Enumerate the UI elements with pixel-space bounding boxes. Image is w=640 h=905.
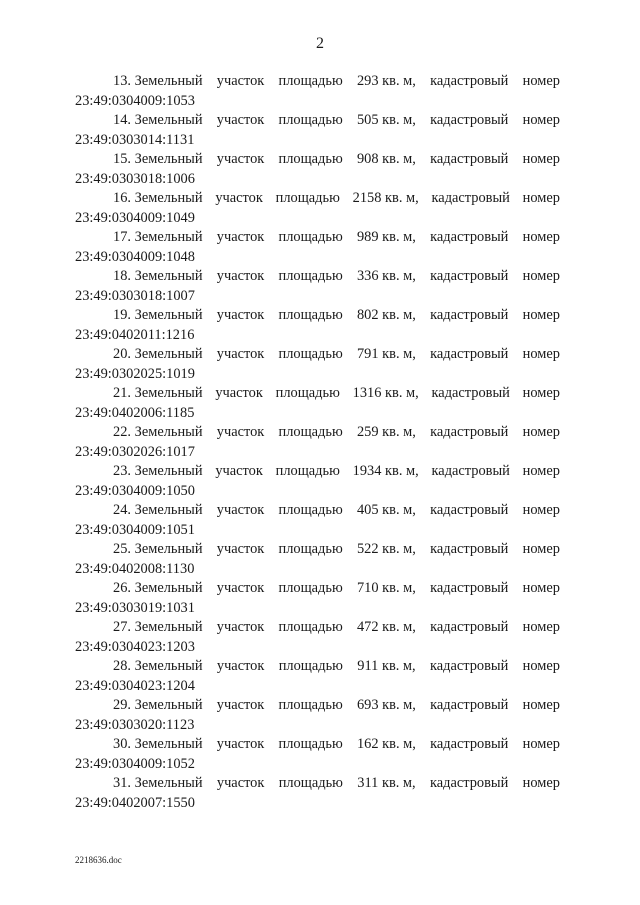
area-unit: кв. м, bbox=[385, 463, 419, 479]
item-number-and-label bbox=[113, 423, 203, 443]
list-item-description bbox=[75, 501, 560, 521]
land-plot-word: Земельный bbox=[134, 697, 203, 713]
list-item-description bbox=[75, 423, 560, 443]
area-unit: кв. м, bbox=[382, 697, 416, 713]
list-item-description bbox=[75, 579, 560, 599]
list-item-description bbox=[75, 228, 560, 248]
area-unit: кв. м, bbox=[382, 307, 416, 323]
number-word: номер bbox=[522, 346, 560, 362]
area-value: 710 bbox=[356, 580, 379, 596]
area-unit: кв. м, bbox=[382, 736, 416, 752]
plot-word: участок bbox=[216, 307, 265, 323]
area-value: 802 bbox=[356, 307, 379, 323]
cadastral-number: 23:49:0304009:1050 bbox=[75, 482, 195, 499]
list-item bbox=[75, 618, 560, 657]
cadastral-word: кадастровый bbox=[430, 541, 509, 557]
area-value: 505 bbox=[356, 112, 379, 128]
plot-word: участок bbox=[215, 385, 263, 401]
item-number: 23. bbox=[113, 463, 131, 479]
area-word: площадью bbox=[278, 697, 343, 713]
cadastral-word: кадастровый bbox=[430, 229, 509, 245]
list-item bbox=[75, 111, 560, 150]
item-number-and-label bbox=[113, 657, 203, 677]
list-item bbox=[75, 735, 560, 774]
list-item bbox=[75, 189, 560, 228]
plot-word: участок bbox=[216, 541, 265, 557]
number-word: номер bbox=[522, 619, 560, 635]
area-unit: кв. м, bbox=[382, 229, 416, 245]
cadastral-number: 23:49:0304009:1053 bbox=[75, 92, 195, 109]
area-unit: кв. м, bbox=[382, 73, 416, 89]
area-value-and-unit bbox=[357, 72, 416, 92]
item-number-and-label bbox=[113, 579, 203, 599]
area-value-and-unit bbox=[357, 774, 415, 794]
land-plot-word: Земельный bbox=[134, 73, 203, 89]
land-plot-word: Земельный bbox=[134, 268, 203, 284]
area-word: площадью bbox=[278, 775, 343, 791]
list-item bbox=[75, 228, 560, 267]
item-number: 24. bbox=[113, 502, 131, 518]
area-value-and-unit bbox=[357, 618, 416, 638]
cadastral-word: кадастровый bbox=[431, 463, 510, 479]
area-value: 1316 bbox=[352, 385, 382, 401]
list-item bbox=[75, 696, 560, 735]
area-value-and-unit bbox=[353, 384, 419, 404]
area-unit: кв. м, bbox=[382, 541, 416, 557]
plot-word: участок bbox=[216, 112, 265, 128]
number-word: номер bbox=[522, 463, 560, 479]
area-value-and-unit bbox=[357, 228, 416, 248]
area-unit: кв. м, bbox=[382, 580, 416, 596]
land-plot-list bbox=[75, 72, 560, 813]
cadastral-number: 23:49:0402007:1550 bbox=[75, 794, 195, 811]
list-item bbox=[75, 384, 560, 423]
area-word: площадью bbox=[278, 151, 343, 167]
item-number-and-label bbox=[113, 618, 203, 638]
land-plot-word: Земельный bbox=[134, 619, 203, 635]
area-value-and-unit bbox=[357, 501, 416, 521]
number-word: номер bbox=[522, 385, 560, 401]
area-value-and-unit bbox=[357, 579, 416, 599]
plot-word: участок bbox=[216, 151, 265, 167]
list-item bbox=[75, 306, 560, 345]
cadastral-number: 23:49:0304009:1049 bbox=[75, 209, 195, 226]
item-number-and-label bbox=[113, 228, 203, 248]
area-unit: кв. м, bbox=[382, 346, 416, 362]
list-item-description bbox=[75, 345, 560, 365]
plot-word: участок bbox=[216, 619, 265, 635]
plot-word: участок bbox=[216, 268, 265, 284]
cadastral-word: кадастровый bbox=[430, 697, 509, 713]
land-plot-word: Земельный bbox=[134, 346, 203, 362]
cadastral-number: 23:49:0303018:1007 bbox=[75, 287, 195, 304]
area-unit: кв. м, bbox=[382, 502, 416, 518]
area-word: площадью bbox=[278, 502, 343, 518]
cadastral-word: кадастровый bbox=[430, 619, 509, 635]
number-word: номер bbox=[522, 112, 560, 128]
area-value: 311 bbox=[357, 775, 379, 791]
land-plot-word: Земельный bbox=[134, 463, 203, 479]
number-word: номер bbox=[522, 736, 560, 752]
plot-word: участок bbox=[215, 190, 263, 206]
land-plot-word: Земельный bbox=[134, 112, 203, 128]
land-plot-word: Земельный bbox=[134, 385, 203, 401]
area-unit: кв. м, bbox=[382, 619, 416, 635]
cadastral-word: кадастровый bbox=[430, 151, 509, 167]
plot-word: участок bbox=[216, 658, 265, 674]
area-value-and-unit bbox=[357, 696, 416, 716]
area-word: площадью bbox=[278, 658, 343, 674]
list-item-description bbox=[75, 267, 560, 287]
cadastral-number: 23:49:0302026:1017 bbox=[75, 443, 195, 460]
number-word: номер bbox=[522, 73, 560, 89]
area-word: площадью bbox=[278, 619, 343, 635]
area-value: 2158 bbox=[352, 190, 382, 206]
list-item-description bbox=[75, 540, 560, 560]
item-number: 22. bbox=[113, 424, 131, 440]
plot-word: участок bbox=[216, 775, 265, 791]
list-item bbox=[75, 345, 560, 384]
item-number: 25. bbox=[113, 541, 131, 557]
item-number-and-label bbox=[113, 189, 203, 209]
list-item-description bbox=[75, 774, 560, 794]
list-item-description bbox=[75, 735, 560, 755]
item-number-and-label bbox=[113, 306, 203, 326]
area-value: 293 bbox=[356, 73, 379, 89]
land-plot-word: Земельный bbox=[134, 775, 203, 791]
list-item-description bbox=[75, 462, 560, 482]
cadastral-number: 23:49:0304009:1048 bbox=[75, 248, 195, 265]
list-item bbox=[75, 657, 560, 696]
area-value: 405 bbox=[356, 502, 379, 518]
cadastral-number: 23:49:0303014:1131 bbox=[75, 131, 195, 148]
area-unit: кв. м, bbox=[382, 268, 416, 284]
item-number-and-label bbox=[113, 501, 203, 521]
number-word: номер bbox=[522, 229, 560, 245]
cadastral-number: 23:49:0402011:1216 bbox=[75, 326, 195, 343]
cadastral-number: 23:49:0402006:1185 bbox=[75, 404, 195, 421]
number-word: номер bbox=[522, 151, 560, 167]
item-number: 21. bbox=[113, 385, 131, 401]
plot-word: участок bbox=[216, 697, 265, 713]
item-number: 14. bbox=[113, 112, 131, 128]
plot-word: участок bbox=[216, 424, 265, 440]
item-number: 26. bbox=[113, 580, 131, 596]
cadastral-number: 23:49:0303018:1006 bbox=[75, 170, 195, 187]
area-word: площадью bbox=[275, 463, 340, 479]
area-word: площадью bbox=[278, 268, 343, 284]
land-plot-word: Земельный bbox=[134, 658, 203, 674]
area-word: площадью bbox=[278, 307, 343, 323]
list-item-description bbox=[75, 111, 560, 131]
cadastral-number: 23:49:0303020:1123 bbox=[75, 716, 195, 733]
area-unit: кв. м, bbox=[381, 658, 416, 674]
area-value-and-unit bbox=[357, 735, 416, 755]
list-item bbox=[75, 150, 560, 189]
area-value-and-unit bbox=[357, 267, 416, 287]
item-number-and-label bbox=[113, 462, 203, 482]
area-value: 911 bbox=[357, 658, 379, 674]
cadastral-word: кадастровый bbox=[430, 580, 509, 596]
item-number: 18. bbox=[113, 268, 131, 284]
land-plot-word: Земельный bbox=[134, 151, 203, 167]
list-item-description bbox=[75, 189, 560, 209]
number-word: номер bbox=[522, 541, 560, 557]
area-value: 162 bbox=[356, 736, 379, 752]
area-value-and-unit bbox=[357, 423, 416, 443]
item-number-and-label bbox=[113, 696, 203, 716]
number-word: номер bbox=[522, 268, 560, 284]
area-word: площадью bbox=[278, 736, 343, 752]
area-value: 522 bbox=[356, 541, 379, 557]
list-item-description bbox=[75, 306, 560, 326]
item-number-and-label bbox=[113, 345, 203, 365]
area-word: площадью bbox=[278, 580, 343, 596]
number-word: номер bbox=[522, 502, 560, 518]
area-unit: кв. м, bbox=[381, 775, 416, 791]
list-item bbox=[75, 72, 560, 111]
land-plot-word: Земельный bbox=[134, 736, 203, 752]
area-unit: кв. м, bbox=[382, 424, 416, 440]
cadastral-number: 23:49:0304023:1204 bbox=[75, 677, 195, 694]
list-item-description bbox=[75, 384, 560, 404]
item-number: 16. bbox=[113, 190, 131, 206]
area-unit: кв. м, bbox=[385, 385, 419, 401]
item-number: 15. bbox=[113, 151, 131, 167]
list-item bbox=[75, 579, 560, 618]
item-number: 20. bbox=[113, 346, 131, 362]
area-value-and-unit bbox=[357, 540, 416, 560]
list-item-description bbox=[75, 657, 560, 677]
land-plot-word: Земельный bbox=[134, 580, 203, 596]
plot-word: участок bbox=[216, 580, 265, 596]
cadastral-word: кадастровый bbox=[430, 502, 509, 518]
area-unit: кв. м, bbox=[382, 112, 416, 128]
area-value: 259 bbox=[356, 424, 379, 440]
list-item bbox=[75, 774, 560, 813]
area-value: 1934 bbox=[352, 463, 382, 479]
land-plot-word: Земельный bbox=[134, 229, 203, 245]
area-word: площадью bbox=[278, 346, 343, 362]
area-value: 908 bbox=[356, 151, 379, 167]
land-plot-word: Земельный bbox=[134, 502, 203, 518]
list-item-description bbox=[75, 618, 560, 638]
list-item bbox=[75, 267, 560, 306]
item-number-and-label bbox=[113, 540, 203, 560]
plot-word: участок bbox=[216, 736, 265, 752]
list-item bbox=[75, 462, 560, 501]
area-value-and-unit bbox=[357, 345, 416, 365]
cadastral-word: кадастровый bbox=[430, 346, 509, 362]
area-word: площадью bbox=[278, 73, 343, 89]
plot-word: участок bbox=[215, 463, 263, 479]
cadastral-word: кадастровый bbox=[430, 658, 509, 674]
cadastral-word: кадастровый bbox=[430, 73, 509, 89]
item-number-and-label bbox=[113, 384, 203, 404]
item-number-and-label bbox=[113, 72, 203, 92]
area-word: площадью bbox=[278, 424, 343, 440]
cadastral-number: 23:49:0303019:1031 bbox=[75, 599, 195, 616]
item-number: 13. bbox=[113, 73, 131, 89]
area-word: площадью bbox=[278, 541, 343, 557]
cadastral-number: 23:49:0302025:1019 bbox=[75, 365, 195, 382]
area-word: площадью bbox=[278, 112, 343, 128]
item-number: 29. bbox=[113, 697, 131, 713]
area-value: 989 bbox=[356, 229, 379, 245]
item-number-and-label bbox=[113, 735, 203, 755]
land-plot-word: Земельный bbox=[134, 541, 203, 557]
cadastral-number: 23:49:0304009:1052 bbox=[75, 755, 195, 772]
land-plot-word: Земельный bbox=[134, 190, 203, 206]
item-number: 19. bbox=[113, 307, 131, 323]
cadastral-word: кадастровый bbox=[430, 112, 509, 128]
area-word: площадью bbox=[275, 385, 340, 401]
area-word: площадью bbox=[278, 229, 343, 245]
land-plot-word: Земельный bbox=[134, 307, 203, 323]
cadastral-word: кадастровый bbox=[430, 736, 509, 752]
cadastral-word: кадастровый bbox=[430, 775, 509, 791]
number-word: номер bbox=[522, 775, 560, 791]
area-value: 791 bbox=[356, 346, 379, 362]
cadastral-word: кадастровый bbox=[430, 307, 509, 323]
number-word: номер bbox=[522, 658, 560, 674]
item-number: 30. bbox=[113, 736, 131, 752]
number-word: номер bbox=[522, 190, 560, 206]
cadastral-number: 23:49:0304023:1203 bbox=[75, 638, 195, 655]
area-value: 336 bbox=[356, 268, 379, 284]
area-value-and-unit bbox=[357, 111, 416, 131]
cadastral-number: 23:49:0402008:1130 bbox=[75, 560, 195, 577]
item-number-and-label bbox=[113, 774, 203, 794]
plot-word: участок bbox=[216, 229, 265, 245]
area-value-and-unit bbox=[357, 150, 416, 170]
area-unit: кв. м, bbox=[382, 151, 416, 167]
cadastral-word: кадастровый bbox=[430, 268, 509, 284]
page-number: 2 bbox=[316, 35, 324, 52]
number-word: номер bbox=[522, 580, 560, 596]
area-value: 693 bbox=[356, 697, 379, 713]
list-item bbox=[75, 423, 560, 462]
plot-word: участок bbox=[216, 502, 265, 518]
list-item-description bbox=[75, 696, 560, 716]
document-filename: 2218636.doc bbox=[75, 855, 122, 865]
number-word: номер bbox=[522, 697, 560, 713]
area-unit: кв. м, bbox=[385, 190, 419, 206]
cadastral-word: кадастровый bbox=[430, 424, 509, 440]
item-number: 27. bbox=[113, 619, 131, 635]
item-number: 28. bbox=[113, 658, 131, 674]
list-item bbox=[75, 540, 560, 579]
area-value: 472 bbox=[356, 619, 379, 635]
cadastral-word: кадастровый bbox=[431, 190, 510, 206]
item-number-and-label bbox=[113, 150, 203, 170]
cadastral-word: кадастровый bbox=[431, 385, 510, 401]
item-number: 31. bbox=[113, 775, 131, 791]
area-value-and-unit bbox=[357, 306, 416, 326]
list-item bbox=[75, 501, 560, 540]
number-word: номер bbox=[522, 307, 560, 323]
item-number-and-label bbox=[113, 111, 203, 131]
number-word: номер bbox=[522, 424, 560, 440]
item-number: 17. bbox=[113, 229, 131, 245]
area-value-and-unit bbox=[353, 462, 419, 482]
area-value-and-unit bbox=[357, 657, 415, 677]
plot-word: участок bbox=[216, 346, 265, 362]
list-item-description bbox=[75, 150, 560, 170]
land-plot-word: Земельный bbox=[134, 424, 203, 440]
area-value-and-unit bbox=[353, 189, 419, 209]
list-item-description bbox=[75, 72, 560, 92]
plot-word: участок bbox=[216, 73, 265, 89]
item-number-and-label bbox=[113, 267, 203, 287]
cadastral-number: 23:49:0304009:1051 bbox=[75, 521, 195, 538]
area-word: площадью bbox=[275, 190, 340, 206]
